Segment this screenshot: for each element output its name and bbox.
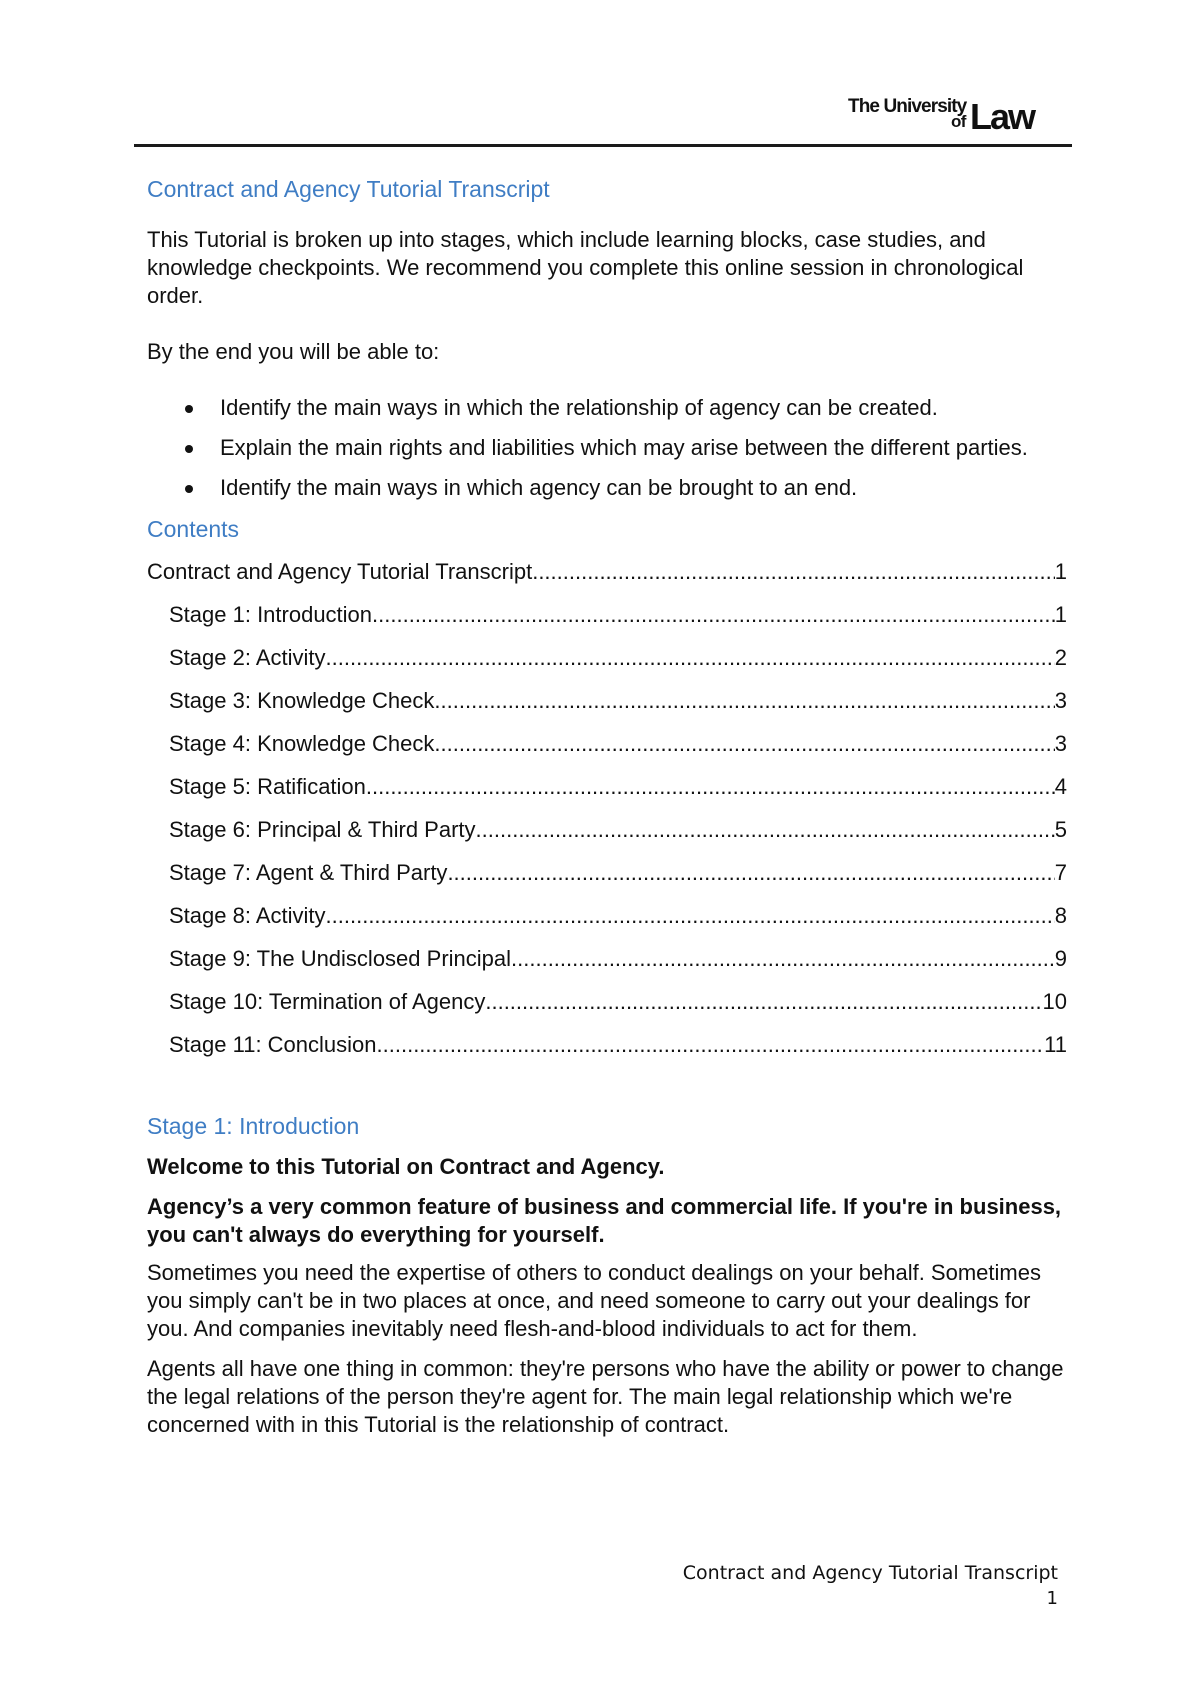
toc-entry-title[interactable]: Stage 7: Agent & Third Party <box>169 860 448 885</box>
agency-intro-text: Agency’s a very common feature of business and commercial life. If you're in business, you can't always do everything for yourself. <box>147 1194 1062 1247</box>
table-of-contents <box>147 558 1067 1074</box>
toc-entry-title[interactable]: Stage 6: Principal & Third Party <box>169 817 476 842</box>
toc-entry-title[interactable]: Stage 11: Conclusion <box>169 1032 377 1057</box>
toc-entry[interactable] <box>147 558 1067 601</box>
toc-entry-page[interactable]: 5 <box>1054 817 1067 842</box>
toc-leader <box>366 773 1055 801</box>
toc-leader <box>434 730 1054 758</box>
objectives-lead: By the end you will be able to: <box>147 339 440 364</box>
toc-entry[interactable] <box>147 859 1067 902</box>
toc-entry-page[interactable]: 2 <box>1054 645 1067 670</box>
toc-entry[interactable] <box>147 902 1067 945</box>
toc-entry-title[interactable]: Stage 8: Activity <box>169 903 326 928</box>
toc-entry-page[interactable]: 1 <box>1054 559 1067 584</box>
intro-paragraph: This Tutorial is broken up into stages, which include learning blocks, case studies, and knowledge checkpoints. We recommend you complete this online session in chronological order. <box>147 227 1024 308</box>
objective-text: Explain the main rights and liabilities which may arise between the different parties. <box>220 435 1028 460</box>
toc-entry-page[interactable]: 10 <box>1042 989 1067 1014</box>
footer-title: Contract and Agency Tutorial Transcript <box>682 1562 1058 1584</box>
toc-entry-title[interactable]: Stage 9: The Undisclosed Principal <box>169 946 512 971</box>
bullet-icon <box>185 445 193 453</box>
body-paragraph: Agents all have one thing in common: they're persons who have the ability or power to change the legal relations of the person they're agent for. The main legal relationship which we're concerned with in this Tutorial is the relationship of contract. <box>147 1356 1064 1437</box>
toc-entry-title[interactable]: Contract and Agency Tutorial Transcript <box>147 559 533 584</box>
toc-leader <box>372 601 1055 629</box>
toc-leader <box>447 859 1054 887</box>
body-paragraph: Sometimes you need the expertise of others to conduct dealings on your behalf. Sometimes you simply can't be in two places at once, and need someone to carry out your dealings for you. And companies inevitably need flesh-and-blood individuals to act for them. <box>147 1260 1041 1341</box>
stage-1-heading: Stage 1: Introduction <box>147 1113 360 1139</box>
toc-leader <box>532 558 1055 586</box>
toc-entry[interactable] <box>147 1031 1067 1074</box>
toc-entry-page[interactable]: 8 <box>1054 903 1067 928</box>
welcome-text: Welcome to this Tutorial on Contract and Agency. <box>147 1154 665 1179</box>
document-body <box>147 174 1067 1439</box>
bullet-icon <box>185 485 193 493</box>
toc-entry[interactable] <box>147 730 1067 773</box>
bullet-icon <box>185 405 193 413</box>
toc-entry-page[interactable]: 3 <box>1054 688 1067 713</box>
toc-entry-title[interactable]: Stage 2: Activity <box>169 645 326 670</box>
university-of-law-logo <box>848 96 1058 137</box>
header-divider <box>134 144 1072 147</box>
objective-text: Identify the main ways in which agency can be brought to an end. <box>220 475 858 500</box>
toc-entry-page[interactable]: 1 <box>1054 602 1067 627</box>
toc-leader <box>326 902 1055 930</box>
toc-leader <box>377 1031 1045 1059</box>
toc-leader <box>434 687 1054 715</box>
toc-leader <box>326 644 1055 672</box>
toc-entry[interactable] <box>147 601 1067 644</box>
toc-entry-page[interactable]: 3 <box>1054 731 1067 756</box>
list-item <box>147 474 1067 502</box>
toc-entry-page[interactable]: 11 <box>1044 1032 1067 1057</box>
toc-entry-title[interactable]: Stage 4: Knowledge Check <box>169 731 435 756</box>
toc-leader <box>485 988 1042 1016</box>
toc-entry[interactable] <box>147 988 1067 1031</box>
toc-entry[interactable] <box>147 644 1067 687</box>
toc-entry[interactable] <box>147 945 1067 988</box>
toc-entry-page[interactable]: 7 <box>1054 860 1067 885</box>
toc-entry-title[interactable]: Stage 1: Introduction <box>169 602 373 627</box>
toc-leader <box>476 816 1055 844</box>
toc-entry-page[interactable]: 9 <box>1054 946 1067 971</box>
toc-entry[interactable] <box>147 773 1067 816</box>
objectives-list <box>147 394 1067 502</box>
list-item <box>147 434 1067 462</box>
contents-heading: Contents <box>147 516 240 542</box>
toc-leader <box>511 945 1055 973</box>
toc-entry-title[interactable]: Stage 10: Termination of Agency <box>169 989 486 1014</box>
footer-page-number: 1 <box>1046 1588 1058 1609</box>
toc-entry[interactable] <box>147 816 1067 859</box>
logo-line-1: The University <box>848 96 967 117</box>
logo-line-3: Law <box>970 96 1035 137</box>
list-item <box>147 394 1067 422</box>
logo-line-2: of <box>951 112 966 131</box>
document-title: Contract and Agency Tutorial Transcript <box>147 176 550 202</box>
toc-entry[interactable] <box>147 687 1067 730</box>
objective-text: Identify the main ways in which the relationship of agency can be created. <box>220 395 938 420</box>
toc-entry-title[interactable]: Stage 5: Ratification <box>169 774 366 799</box>
toc-entry-page[interactable]: 4 <box>1054 774 1067 799</box>
toc-entry-title[interactable]: Stage 3: Knowledge Check <box>169 688 435 713</box>
